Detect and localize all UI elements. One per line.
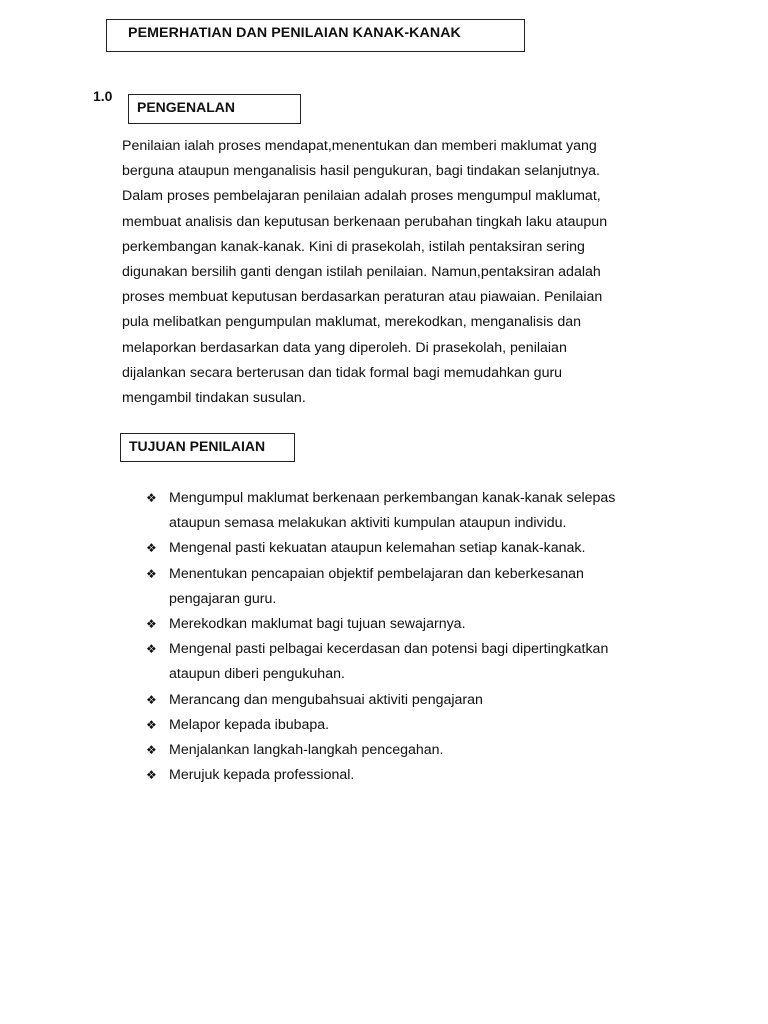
intro-paragraph <box>122 134 662 411</box>
paragraph-line: perkembangan kanak-kanak. Kini di prasekolah, istilah pentaksiran sering <box>122 238 585 255</box>
list-item-line: Mengumpul maklumat berkenaan perkembangan kanak-kanak selepas <box>169 490 616 506</box>
list-item-line: ataupun semasa melakukan aktiviti kumpulan ataupun individu. <box>169 515 567 532</box>
diamond-bullet-icon: ❖ <box>146 541 157 556</box>
list-item-line: Merancang dan mengubahsuai aktiviti pengajaran <box>169 691 483 708</box>
list-item <box>146 486 706 536</box>
section-number: 1.0 <box>93 88 113 104</box>
list-item-line: Melapor kepada ibubapa. <box>169 716 330 733</box>
diamond-bullet-icon: ❖ <box>146 617 157 632</box>
list-item-line: Merekodkan maklumat bagi tujuan sewajarnya. <box>169 616 466 633</box>
paragraph-line: mengambil tindakan susulan. <box>122 390 306 407</box>
list-item-line: Menentukan pencapaian objektif pembelajaran dan keberkesanan <box>169 565 584 582</box>
list-item-line: ataupun diberi pengukuhan. <box>169 666 345 683</box>
diamond-bullet-icon: ❖ <box>146 642 157 657</box>
diamond-bullet-icon: ❖ <box>146 768 157 783</box>
list-item-line: Mengenal pasti kekuatan ataupun kelemahan setiap kanak-kanak. <box>169 540 586 557</box>
diamond-bullet-icon: ❖ <box>146 717 157 732</box>
paragraph-line: membuat analisis dan keputusan berkenaan perubahan tingkah laku ataupun <box>122 213 608 230</box>
list-item <box>146 637 706 687</box>
list-item-line: Mengenal pasti pelbagai kecerdasan dan potensi bagi dipertingkatkan <box>169 641 609 658</box>
paragraph-line: digunakan bersilih ganti dengan istilah penilaian. Namun,pentaksiran adalah <box>122 264 601 281</box>
diamond-bullet-icon: ❖ <box>146 491 157 505</box>
list-item-line: pengajaran guru. <box>169 590 277 607</box>
diamond-bullet-icon: ❖ <box>146 692 157 707</box>
heading-box-pengenalan <box>128 94 301 124</box>
list-item <box>146 612 706 637</box>
list-item-line: Merujuk kepada professional. <box>169 767 355 784</box>
paragraph-line: berguna ataupun menganalisis hasil pengukuran, bagi tindakan selanjutnya. <box>122 163 600 180</box>
document-title-box <box>106 19 525 52</box>
paragraph-line: melaporkan berdasarkan data yang diperoleh. Di prasekolah, penilaian <box>122 339 567 356</box>
diamond-bullet-icon: ❖ <box>146 566 157 581</box>
list-item <box>146 738 706 763</box>
list-item <box>146 688 706 713</box>
heading-tujuan-penilaian: TUJUAN PENILAIAN <box>129 438 266 454</box>
list-item <box>146 562 706 612</box>
paragraph-line: pula melibatkan pengumpulan maklumat, merekodkan, menganalisis dan <box>122 314 581 331</box>
heading-box-tujuan <box>120 433 295 462</box>
list-item <box>146 713 706 738</box>
purpose-list <box>146 486 706 788</box>
document-title: PEMERHATIAN DAN PENILAIAN KANAK-KANAK <box>128 25 461 41</box>
paragraph-line: Dalam proses pembelajaran penilaian adalah proses mengumpul maklumat, <box>122 188 601 205</box>
list-item <box>146 763 706 788</box>
list-item-line: Menjalankan langkah-langkah pencegahan. <box>169 742 444 759</box>
paragraph-line: proses membuat keputusan berdasarkan peraturan atau piawaian. Penilaian <box>122 289 603 306</box>
diamond-bullet-icon: ❖ <box>146 743 157 758</box>
list-item <box>146 536 706 561</box>
paragraph-line: Penilaian ialah proses mendapat,menentukan dan memberi maklumat yang <box>122 138 597 154</box>
paragraph-line: dijalankan secara berterusan dan tidak formal bagi memudahkan guru <box>122 364 563 381</box>
heading-pengenalan: PENGENALAN <box>137 99 236 115</box>
